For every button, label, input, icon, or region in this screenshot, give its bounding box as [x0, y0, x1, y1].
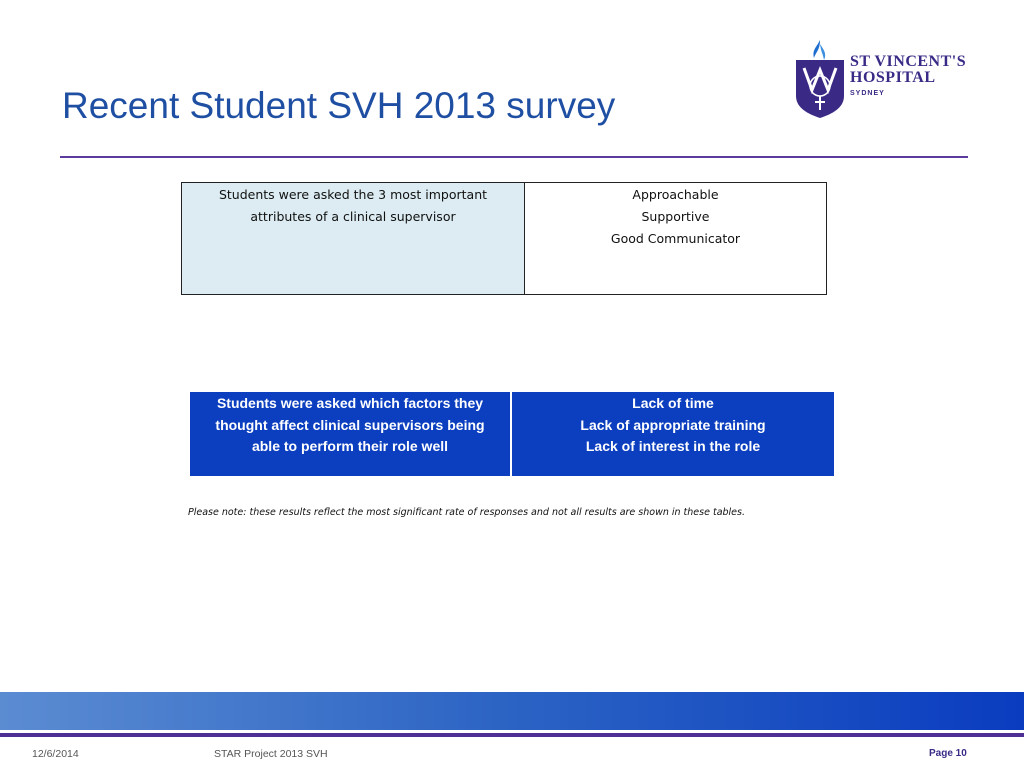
factors-table	[190, 392, 834, 476]
attributes-question-cell	[182, 183, 525, 295]
logo-text-line1: ST VINCENT'S	[850, 53, 967, 70]
question-line: thought affect clinical supervisors being	[215, 416, 485, 433]
answer-item: Approachable	[632, 187, 719, 202]
logo-wordmark	[850, 54, 966, 97]
factors-answers-cell	[511, 392, 834, 476]
page-number: Page 10	[929, 748, 967, 759]
question-line: attributes of a clinical supervisor	[250, 209, 456, 224]
hospital-crest-icon	[794, 38, 846, 118]
answer-item: Supportive	[641, 209, 710, 224]
question-line: Students were asked which factors they	[216, 395, 484, 411]
footer-band	[0, 692, 1024, 730]
question-line: Students were asked the 3 most important	[218, 187, 488, 202]
answer-item: Lack of interest in the role	[585, 438, 761, 454]
table-row	[190, 392, 834, 476]
results-note: Please note: these results reflect the most significant rate of responses and not all results are shown in these tables.	[188, 507, 745, 518]
footer-divider	[0, 733, 1024, 737]
factors-question-cell	[190, 392, 511, 476]
answer-item: Lack of appropriate training	[580, 416, 766, 433]
table-row	[182, 183, 827, 295]
hospital-logo	[794, 38, 969, 118]
question-line: able to perform their role well	[251, 438, 449, 454]
logo-text-line2: HOSPITAL	[850, 69, 936, 86]
answer-item: Lack of time	[632, 395, 714, 411]
slide-title: Recent Student SVH 2013 survey	[62, 85, 616, 126]
footer-project: STAR Project 2013 SVH	[214, 748, 328, 760]
attributes-answers-cell	[525, 183, 827, 295]
attributes-table	[181, 182, 827, 295]
title-divider	[60, 156, 968, 158]
footer-date: 12/6/2014	[32, 748, 79, 760]
answer-item: Good Communicator	[610, 231, 741, 246]
logo-text-line3: SYDNEY	[850, 90, 885, 97]
